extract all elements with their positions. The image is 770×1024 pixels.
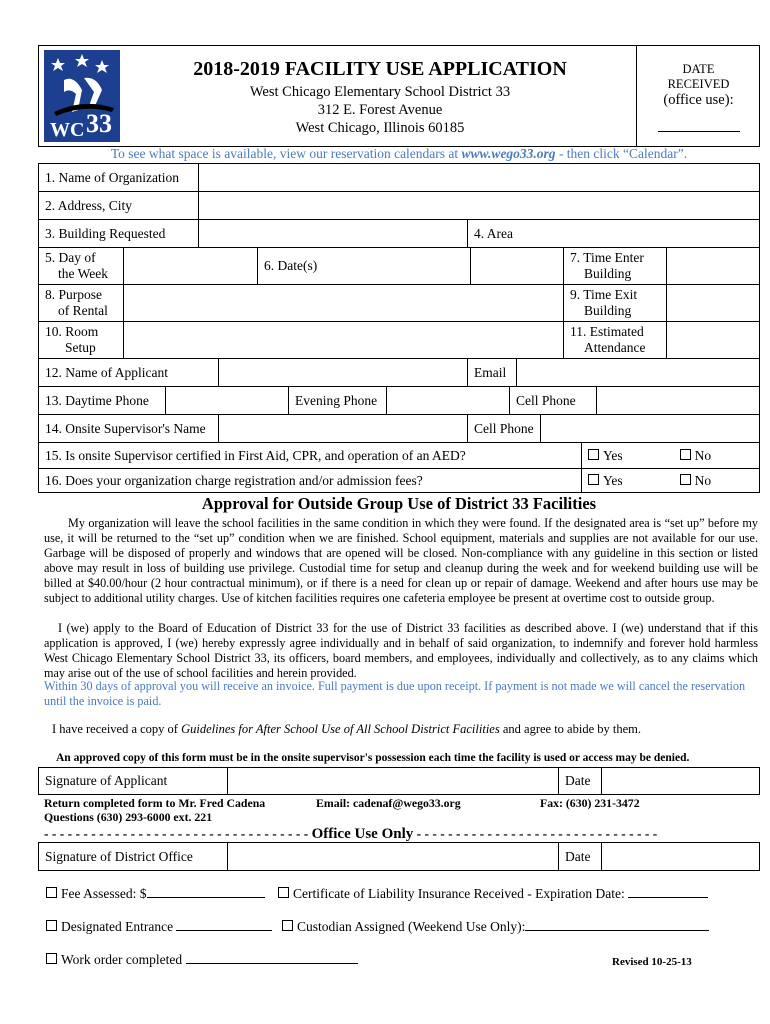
fee-assessed[interactable]: Fee Assessed: $ [46, 886, 265, 902]
office-use-label: (office use): [663, 92, 734, 108]
contact-questions: Questions (630) 293-6000 ext. 221 [44, 810, 213, 824]
application-fields-table [38, 163, 760, 220]
label-district-date: Date [559, 843, 602, 871]
label-evening-phone: Evening Phone [289, 387, 387, 415]
input-evening-phone[interactable] [387, 387, 510, 415]
input-applicant-signature[interactable] [228, 768, 559, 795]
input-attendance[interactable] [667, 322, 760, 359]
work-order-completed[interactable]: Work order completed [46, 952, 358, 968]
label-daytime-phone: 13. Daytime Phone [39, 387, 166, 415]
approval-paragraph-1: My organization will leave the school facilities in the same condition in which they were found. If the designated area is “set up” before my use, it will be returned to the “set up” condition when we are finished. School equipment, materials and supplies are not available for our use. Garbage will be disposed of properly and windows that are opened will be closed. Non-compliance with any guideline in this section or listed above may result in loss of building use privilege. Custodial time for setup and cleanup during the week and for weekend building use will be billed at $40.00/hour (2 hour contractual minimum), or if there is a need for clean up or repair of damage. Weekend and after hours use may be subject to additional utility charges. Use of kitchen facilities requires one cafeteria employee be present at overtime cost to outside group. [44, 516, 758, 605]
checkbox-icon [680, 474, 691, 485]
fee-line[interactable] [147, 897, 265, 898]
guidelines-acknowledgement: I have received a copy of Guidelines for After School Use of All School District Facilities and agree to abide by them. [52, 722, 641, 736]
district-name: West Chicago Elementary School District 33 [249, 84, 511, 100]
invoice-note: Within 30 days of approval you will receive an invoice. Full payment is due upon receipt. If payment is not made we will cancel the reservation until the invoice is paid. [44, 679, 746, 708]
custodian-assigned[interactable]: Custodian Assigned (Weekend Use Only): [282, 919, 709, 935]
input-daytime-phone[interactable] [166, 387, 289, 415]
district-logo [44, 50, 120, 142]
label-supervisor-cell: Cell Phone [468, 415, 541, 443]
entrance-line[interactable] [176, 930, 272, 931]
approval-paragraph-2: I (we) apply to the Board of Education of District 33 for the use of District 33 facilities as described above. I (we) understand that if this application is approved, I (we) hereby expressly agree individually and in behalf of said organization, to indemnify and forever hold harmless West Chicago Elementary School District 33, its officers, board members, and employees, individually and collectively, as to any claims which may arise out of the use of school facilities and herein provided. [44, 621, 758, 680]
input-email[interactable] [517, 359, 760, 387]
label-time-enter: 7. Time Enter Building [564, 248, 667, 285]
label-email: Email [468, 359, 517, 387]
input-supervisor-cell[interactable] [541, 415, 760, 443]
label-purpose: 8. Purpose of Rental [39, 285, 124, 322]
checkbox-icon [588, 449, 599, 460]
checkbox-icon [282, 920, 293, 931]
building-row [38, 219, 760, 248]
office-use-label: Office Use Only [311, 826, 414, 842]
input-district-date[interactable] [602, 843, 760, 871]
input-district-signature[interactable] [228, 843, 559, 871]
website-link[interactable]: www.wego33.org [461, 146, 556, 161]
return-instructions: Return completed form to Mr. Fred Cadena [44, 796, 266, 810]
form-title: 2018-2019 FACILITY USE APPLICATION [193, 58, 567, 80]
fees-yes[interactable]: Yes [588, 473, 623, 488]
input-day-of-week[interactable] [124, 248, 258, 285]
label-room-setup: 10. Room Setup [39, 322, 124, 359]
input-building[interactable] [199, 220, 468, 248]
approval-title: Approval for Outside Group Use of District 33 Facilities [201, 494, 597, 513]
applicant-signature-table [38, 767, 760, 795]
input-cell-phone[interactable] [597, 387, 760, 415]
label-applicant-signature: Signature of Applicant [39, 768, 228, 795]
svg-text:WC: WC [50, 119, 85, 141]
contact-fax: Fax: (630) 231-3472 [540, 796, 640, 810]
label-address: 2. Address, City [39, 192, 199, 220]
input-purpose[interactable] [124, 285, 564, 322]
first-aid-yes[interactable]: Yes [588, 448, 623, 463]
liability-certificate[interactable]: Certificate of Liability Insurance Received - Expiration Date: [278, 886, 708, 902]
date-received-line[interactable] [658, 131, 740, 132]
label-applicant-date: Date [559, 768, 602, 795]
district-signature-table [38, 842, 760, 871]
checkbox-icon [46, 887, 57, 898]
approved-copy-notice: An approved copy of this form must be in the onsite supervisor's possession each time the facility is used or access may be denied. [56, 752, 690, 764]
calendar-note: To see what space is available, view our reservation calendars at www.wego33.org - then click “Calendar”. [110, 146, 688, 161]
checkbox-icon [46, 920, 57, 931]
expiration-date-line[interactable] [628, 897, 708, 898]
label-time-exit: 9. Time Exit Building [564, 285, 667, 322]
schedule-table [38, 247, 760, 359]
label-building: 3. Building Requested [39, 220, 199, 248]
work-order-line[interactable] [186, 963, 358, 964]
applicant-table [38, 358, 760, 387]
contact-email: Email: cadenaf@wego33.org [316, 796, 461, 810]
received-label: RECEIVED [667, 77, 730, 91]
fees-no[interactable]: No [680, 473, 712, 488]
input-time-exit[interactable] [667, 285, 760, 322]
date-received-box [636, 45, 760, 147]
checkbox-icon [46, 953, 57, 964]
first-aid-no[interactable]: No [680, 448, 712, 463]
questions-table [38, 442, 760, 493]
custodian-line[interactable] [525, 930, 709, 931]
phone-table [38, 386, 760, 415]
label-day-of-week: 5. Day of the Week [39, 248, 124, 285]
designated-entrance[interactable]: Designated Entrance [46, 919, 272, 935]
input-dates[interactable] [471, 248, 564, 285]
label-dates: 6. Date(s) [258, 248, 471, 285]
input-applicant-name[interactable] [219, 359, 468, 387]
label-organization: 1. Name of Organization [39, 164, 199, 192]
checkbox-icon [588, 474, 599, 485]
date-label: DATE [682, 62, 715, 76]
label-supervisor-name: 14. Onsite Supervisor's Name [39, 415, 219, 443]
input-room-setup[interactable] [124, 322, 564, 359]
input-organization[interactable] [199, 164, 760, 192]
district-address: 312 E. Forest Avenue [317, 102, 443, 118]
checkbox-icon [278, 887, 289, 898]
district-city: West Chicago, Illinois 60185 [295, 120, 465, 136]
svg-text:33: 33 [86, 109, 112, 138]
office-use-divider: - - - - - - - - - - - - - - - - - - - - - - - - - - - - - - - - - - Office Use Only - - - - - - - - - - - - - - - - - - - - - - - - - - - - - - - [44, 826, 658, 842]
label-applicant-name: 12. Name of Applicant [39, 359, 219, 387]
input-applicant-date[interactable] [602, 768, 760, 795]
input-address[interactable] [199, 192, 760, 220]
label-area: 4. Area [468, 220, 760, 248]
question-fees: 16. Does your organization charge registration and/or admission fees? [39, 469, 582, 493]
supervisor-table [38, 414, 760, 443]
label-district-signature: Signature of District Office [39, 843, 228, 871]
question-first-aid: 15. Is onsite Supervisor certified in First Aid, CPR, and operation of an AED? [39, 443, 582, 469]
input-time-enter[interactable] [667, 248, 760, 285]
revision-date: Revised 10-25-13 [612, 956, 692, 968]
label-cell-phone: Cell Phone [510, 387, 597, 415]
label-attendance: 11. Estimated Attendance [564, 322, 667, 359]
checkbox-icon [680, 449, 691, 460]
input-supervisor-name[interactable] [219, 415, 468, 443]
